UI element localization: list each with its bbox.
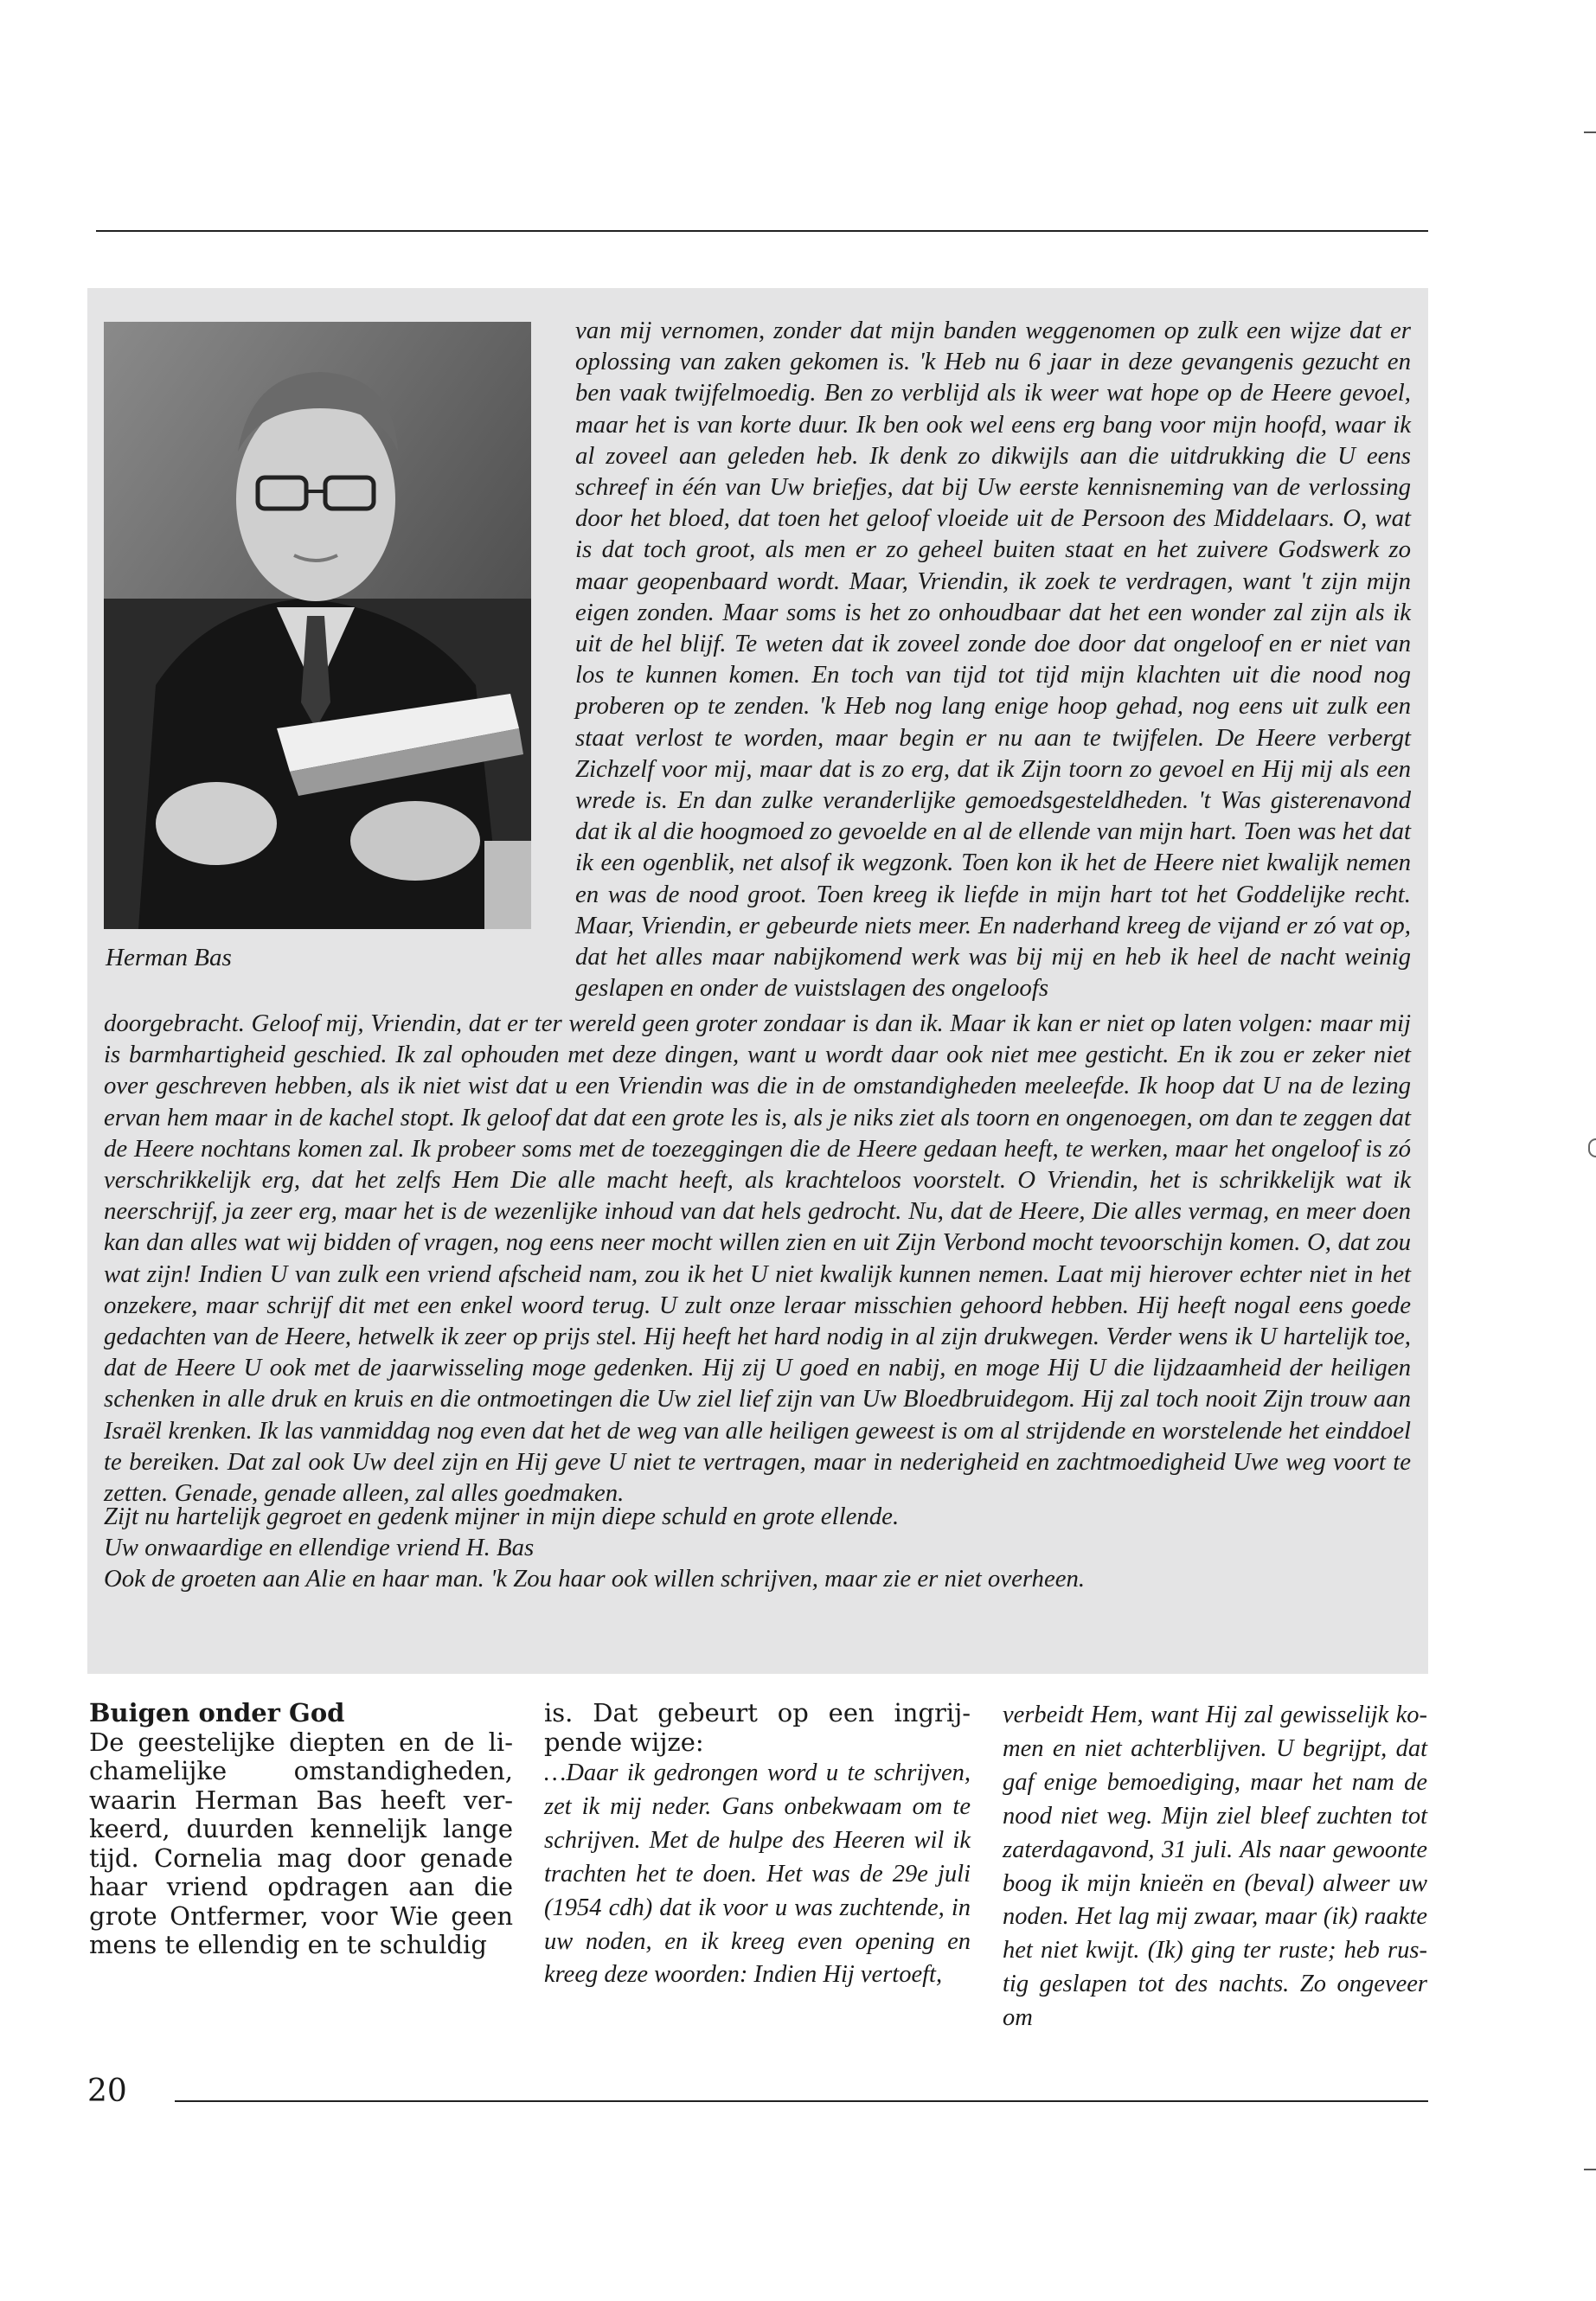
portrait-photo xyxy=(104,322,531,929)
quoted-letter-text: verbeidt Hem, want Hij zal gewisselijk komen en niet achterblijven. U begrijpt, dat gaf enige bemoediging, maar het nam de nood niet weg. Mijn ziel bleef zuchten tot zaterdagavond, 31 juli. Als naar gewoonte boog ik mijn knieën en (beval) alweer uw noden. Het lag mij zwaar, maar (ik) raakte het niet kwijt. (Ik) ging ter ruste; heb rustig geslapen tot des nachts. Zo ongeveer om xyxy=(1003,1702,1427,2032)
closing-line: Zijt nu hartelijk gegroet en gedenk mijner in mijn diepe schuld en grote ellende. xyxy=(104,1503,900,1530)
margin-tick-bottom xyxy=(1584,2169,1596,2170)
section-heading: Buigen onder God xyxy=(89,1698,345,1727)
margin-tick-top xyxy=(1584,131,1596,133)
margin-mark xyxy=(1588,1138,1596,1157)
letter-box xyxy=(87,288,1428,1674)
page-number: 20 xyxy=(87,2073,127,2109)
portrait-illustration xyxy=(104,322,531,929)
letter-closing xyxy=(104,1501,1411,1595)
quoted-letter-text: …Daar ik gedrongen word u te schrijven, zet ik mij neder. Gans onbekwaam om te schrijven. Met de hulpe des Heeren wil ik trachten het te doen. Het was de 29e juli (1954 cdh) dat ik voor u was zuchtende, in uw noden, en ik kreeg even opening en kreeg deze woorden: Indien Hij vertoeft, xyxy=(544,1759,971,1989)
closing-line: Ook de groeten aan Alie en haar man. 'k Zou haar ook willen schrijven, maar zie er niet overheen. xyxy=(104,1565,1086,1593)
article-paragraph: is. Dat gebeurt op een ingrijpende wijze: xyxy=(544,1698,971,1757)
letter-text-full-width: doorgebracht. Geloof mij, Vriendin, dat er ter wereld geen groter zondaar is dan ik. Maar ik kan er niet op laten volgen: maar mij is barmhartigheid geschied. Ik zal ophouden met deze dingen, want u wordt daar ook niet mee gesticht. En ik zou er zeker niet over geschreven hebben, als ik niet wist dat u een Vriendin was die in de omstandigheden meeleefde. Ik hoop dat U na de lezing ervan hem maar in de kachel stopt. Ik geloof dat dat een grote les is, als je niks ziet als toorn en ongenoegen, om dan te zeggen dat de Heere nochtans komen zal. Ik probeer soms met de toezeggingen die de Heere gedaan heeft, te werken, maar het ongeloof is zó verschrikkelijk erg, dat het zelfs Hem Die alle macht heeft, als krachteloos voorstelt. O Vriendin, het is schrikkelijk wat ik neerschrijf, ja zeer erg, maar het is de wezenlijke inhoud van dat hels gedrocht. Nu, dat de Heere, Die alles vermag, en meer doen kan dan alles wat wij bidden of vragen, nog eens neer mocht willen zien en uit Zijn Verbond mocht tevoorschijn komen. O, dat zou wat zijn! Indien U van zulk een vriend afscheid nam, zou ik het U niet kwalijk kunnen nemen. Laat mij hierover echter niet in het onzekere, maar schrijf dit met een enkel woord terug. U zult onze leraar misschien gehoord hebben. Hij heeft nogal eens goede gedachten van de Heere, hetwelk ik zeer op prijs stel. Hij heeft het hard nodig in al zijn drukwegen. Verder wens ik U hartelijk toe, dat de Heere U ook met de jaarwisseling moge gedenken. Hij zij U goed en nabij, en moge Hij U die lijdzaamheid der heiligen schenken in alle druk en kruis en die ontmoetingen die Uw ziel lief zijn van Uw Bloedbruidegom. Hij zal toch nooit Zijn trouw aan Israël krenken. Ik las vanmiddag nog even dat het de weg van alle heiligen geweest is om al strijdende en worstelende het einddoel te bereiken. Dat zal ook Uw deel zijn en Hij geve U niet te vertragen, maar in nederigheid en zachtmoedigheid Uwe weg voort te zetten. Genade, genade alleen, zal alles goedmaken. xyxy=(104,1009,1411,1508)
article-column-2 xyxy=(544,1699,971,1992)
article-column-3 xyxy=(1003,1699,1427,2035)
photo-caption: Herman Bas xyxy=(106,944,232,971)
top-rule xyxy=(96,230,1428,232)
letter-text-beside-photo: van mij vernomen, zonder dat mijn banden weggenomen op zulk een wijze dat er oplossing van zaken gekomen is. 'k Heb nu 6 jaar in deze gevangenis gezucht en ben vaak twijfelmoedig. Ben zo verblijd als ik weer wat hope op de Heere gevoel, maar het is van korte duur. Ik ben ook wel eens erg bang voor mijn hoofd, waar ik al zoveel aan geleden heb. Ik denk zo dikwijls aan die uitdrukking die U eens schreef in één van Uw briefjes, dat bij Uw eerste kennisneming van de verlossing door het bloed, dat toen het geloof vloeide uit de Persoon des Middelaars. O, wat is dat toch groot, als men er zo geheel buiten staat en het zuivere Godswerk zo maar geopenbaard wordt. Maar, Vriendin, ik zoek te verdragen, want 't zijn mijn eigen zonden. Maar soms is het zo onhoudbaar dat het een wonder zal zijn als ik uit de hel blijf. Te weten dat ik zoveel zonde doe door dat ongeloof en er niet van los te kunnen komen. En toch van tijd tot tijd mijn klachten uit die nood nog proberen op te zenden. 'k Heb nog lang enige hoop gehad, nog eens uit zulk een staat verlost te worden, maar begin er nu aan te twijfelen. De Heere verbergt Zichzelf voor mij, maar dat is zo erg, dat ik Zijn toorn zo gevoel en Hij mij als een wrede is. En dan zulke veranderlijke gemoedsgesteldheden. 't Was gisterenavond dat ik al die hoogmoed zo gevoelde en al de ellende van mijn hart. Toen was het dat ik een ogenblik, net alsof ik wegzonk. Toen kon ik het de Heere niet kwalijk nemen en was de nood groot. Toen kreeg ik liefde in mijn hart tot het Goddelijke recht. Maar, Vriendin, er gebeurde niets meer. En naderhand kreeg de vijand er zó vat op, dat het alles maar nabijkomend werk was bij mij en heb ik heel de nacht weinig geslapen en onder de vuistslagen des ongeloofs xyxy=(575,317,1411,1003)
bottom-rule xyxy=(175,2100,1428,2102)
article-column-1 xyxy=(89,1699,513,1960)
article-paragraph: De geestelijke diepten en de lichamelijke omstandigheden, waarin Herman Bas heeft verkeerd, duurden kennelijk lange tijd. Cornelia mag door genade haar vriend opdragen aan die grote Ontfermer, voor Wie geen mens te ellendig en te schuldig xyxy=(89,1727,513,1959)
closing-line: Uw onwaardige en ellendige vriend H. Bas xyxy=(104,1534,535,1562)
